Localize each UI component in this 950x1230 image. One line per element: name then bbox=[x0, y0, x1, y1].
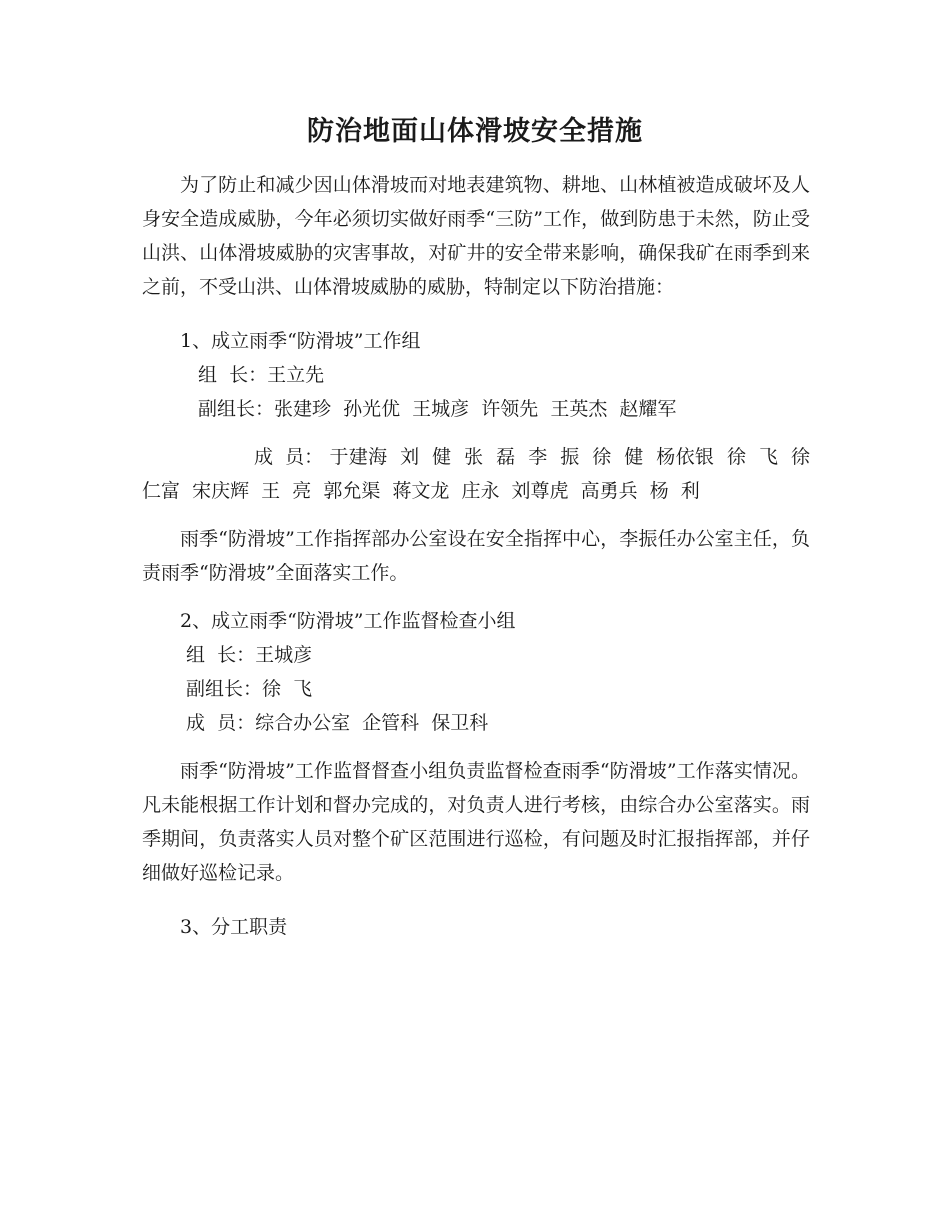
section1-members-label: 成 员： bbox=[254, 446, 324, 468]
section2-heading: 2、成立雨季“防滑坡”工作监督检查小组 bbox=[180, 610, 516, 632]
section2-members-names: 综合办公室 企管科 保卫科 bbox=[255, 712, 489, 734]
section1-deputy-names: 张建珍 孙光优 王城彦 许领先 王英杰 赵耀军 bbox=[274, 398, 677, 420]
section2-members-line bbox=[142, 706, 810, 740]
section1-leader-line bbox=[142, 358, 810, 392]
section1-leader-name: 王立先 bbox=[267, 364, 325, 386]
section3-heading: 3、分工职责 bbox=[180, 916, 288, 938]
section2-deputy-label: 副组长： bbox=[186, 678, 263, 700]
section2-leader-name: 王城彦 bbox=[255, 644, 313, 666]
section1-office-note: 雨季“防滑坡”工作指挥部办公室设在安全指挥中心，李振任办公室主任，负责雨季“防滑坡”全面落实工作。 bbox=[142, 528, 810, 584]
section2-members-label: 成 员： bbox=[186, 712, 256, 734]
section1-heading: 1、成立雨季“防滑坡”工作组 bbox=[180, 330, 421, 352]
section1-members-names: 于建海 刘 健 张 磊 李 振 徐 健 杨依银 徐 飞 徐仁富 宋庆辉 王 亮 郭允渠 蒋文龙 庄永 刘尊虎 高勇兵 杨 利 bbox=[142, 446, 810, 502]
section1-leader-label: 组 长： bbox=[198, 364, 268, 386]
section1-deputy-line bbox=[142, 392, 810, 426]
section2-leader-line bbox=[142, 638, 810, 672]
section2-deputy-name: 徐 飞 bbox=[262, 678, 313, 700]
section2-leader-label: 组 长： bbox=[186, 644, 256, 666]
document-title: 防治地面山体滑坡安全措施 bbox=[307, 116, 643, 147]
document-body bbox=[142, 168, 810, 944]
intro-paragraph: 为了防止和减少因山体滑坡而对地表建筑物、耕地、山林植被造成破坏及人身安全造成威胁，今年必须切实做好雨季“三防”工作，做到防患于未然，防止受山洪、山体滑坡威胁的灾害事故，对矿井的安全带来影响，确保我矿在雨季到来之前，不受山洪、山体滑坡威胁的威胁，特制定以下防治措施： bbox=[142, 174, 810, 298]
section1-members-line bbox=[142, 440, 810, 508]
section2-deputy-line bbox=[142, 672, 810, 706]
section1-deputy-label: 副组长： bbox=[198, 398, 275, 420]
section2-duty-note: 雨季“防滑坡”工作监督督查小组负责监督检查雨季“防滑坡”工作落实情况。凡未能根据工作计划和督办完成的，对负责人进行考核，由综合办公室落实。雨季期间，负责落实人员对整个矿区范围进行巡检，有问题及时汇报指挥部，并仔细做好巡检记录。 bbox=[142, 760, 810, 884]
